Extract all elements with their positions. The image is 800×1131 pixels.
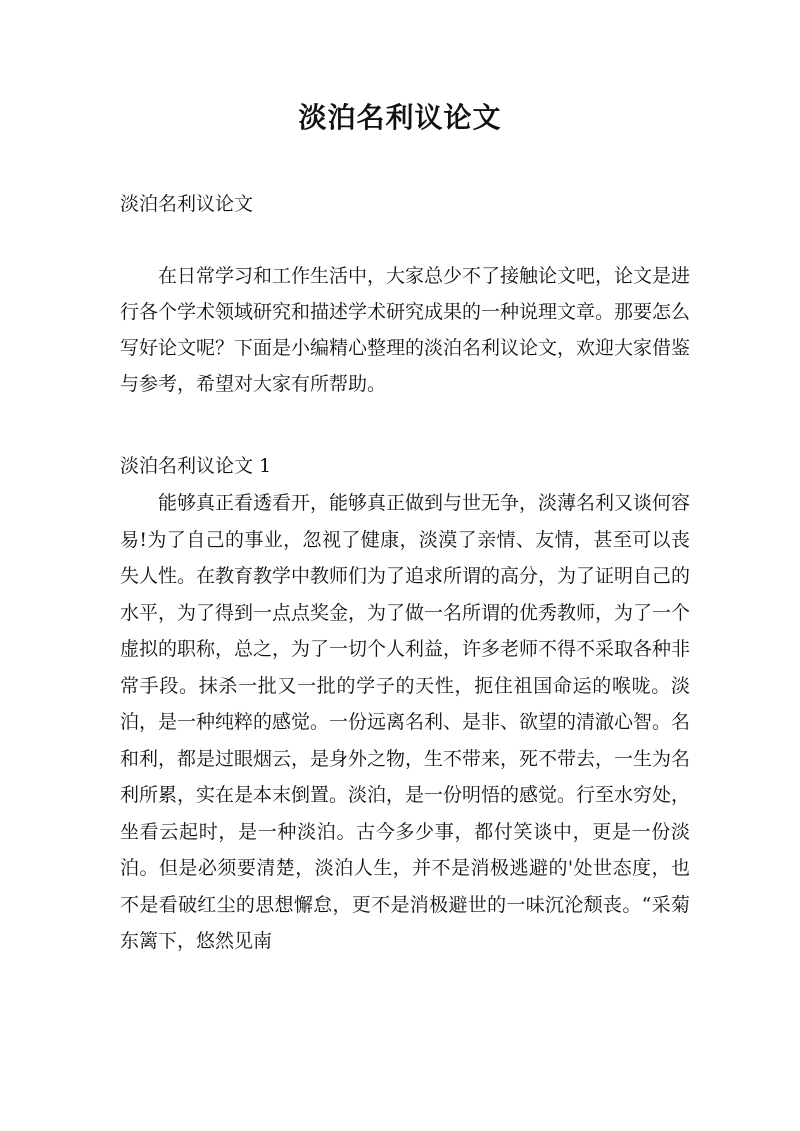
document-subtitle: 淡泊名利议论文: [120, 193, 254, 215]
document-title: 淡泊名利议论文: [298, 101, 502, 134]
intro-paragraph: 在日常学习和工作生活中，大家总少不了接触论文吧，论文是进行各个学术领域研究和描述学术研究成果的一种说理文章。那要怎么写好论文呢？下面是小编精心整理的淡泊名利议论文，欢迎大家借鉴与参考，希望对大家有所帮助。: [120, 265, 691, 395]
section-heading: 淡泊名利议论文 1: [120, 455, 272, 477]
section-body-paragraph: 能够真正看透看开，能够真正做到与世无争，淡薄名利又谈何容易!为了自己的事业，忽视了健康，淡漠了亲情、友情，甚至可以丧失人性。在教育教学中教师们为了追求所谓的高分，为了证明自己的水平，为了得到一点点奖金，为了做一名所谓的优秀教师，为了一个虚拟的职称，总之，为了一切个人利益，许多老师不得不采取各种非常手段。抹杀一批又一批的学子的天性，扼住祖国命运的喉咙。淡泊，是一种纯粹的感觉。一份远离名利、是非、欲望的清澈心智。名和利，都是过眼烟云，是身外之物，生不带来，死不带去，一生为名利所累，实在是本末倒置。淡泊，是一份明悟的感觉。行至水穷处，坐看云起时，是一种淡泊。古今多少事，都付笑谈中，更是一份淡泊。但是必须要清楚，淡泊人生，并不是消极逃避的'处世态度，也不是看破红尘的思想懈怠，更不是消极避世的一味沉沦颓丧。“采菊东篱下，悠然见南: [120, 492, 691, 952]
